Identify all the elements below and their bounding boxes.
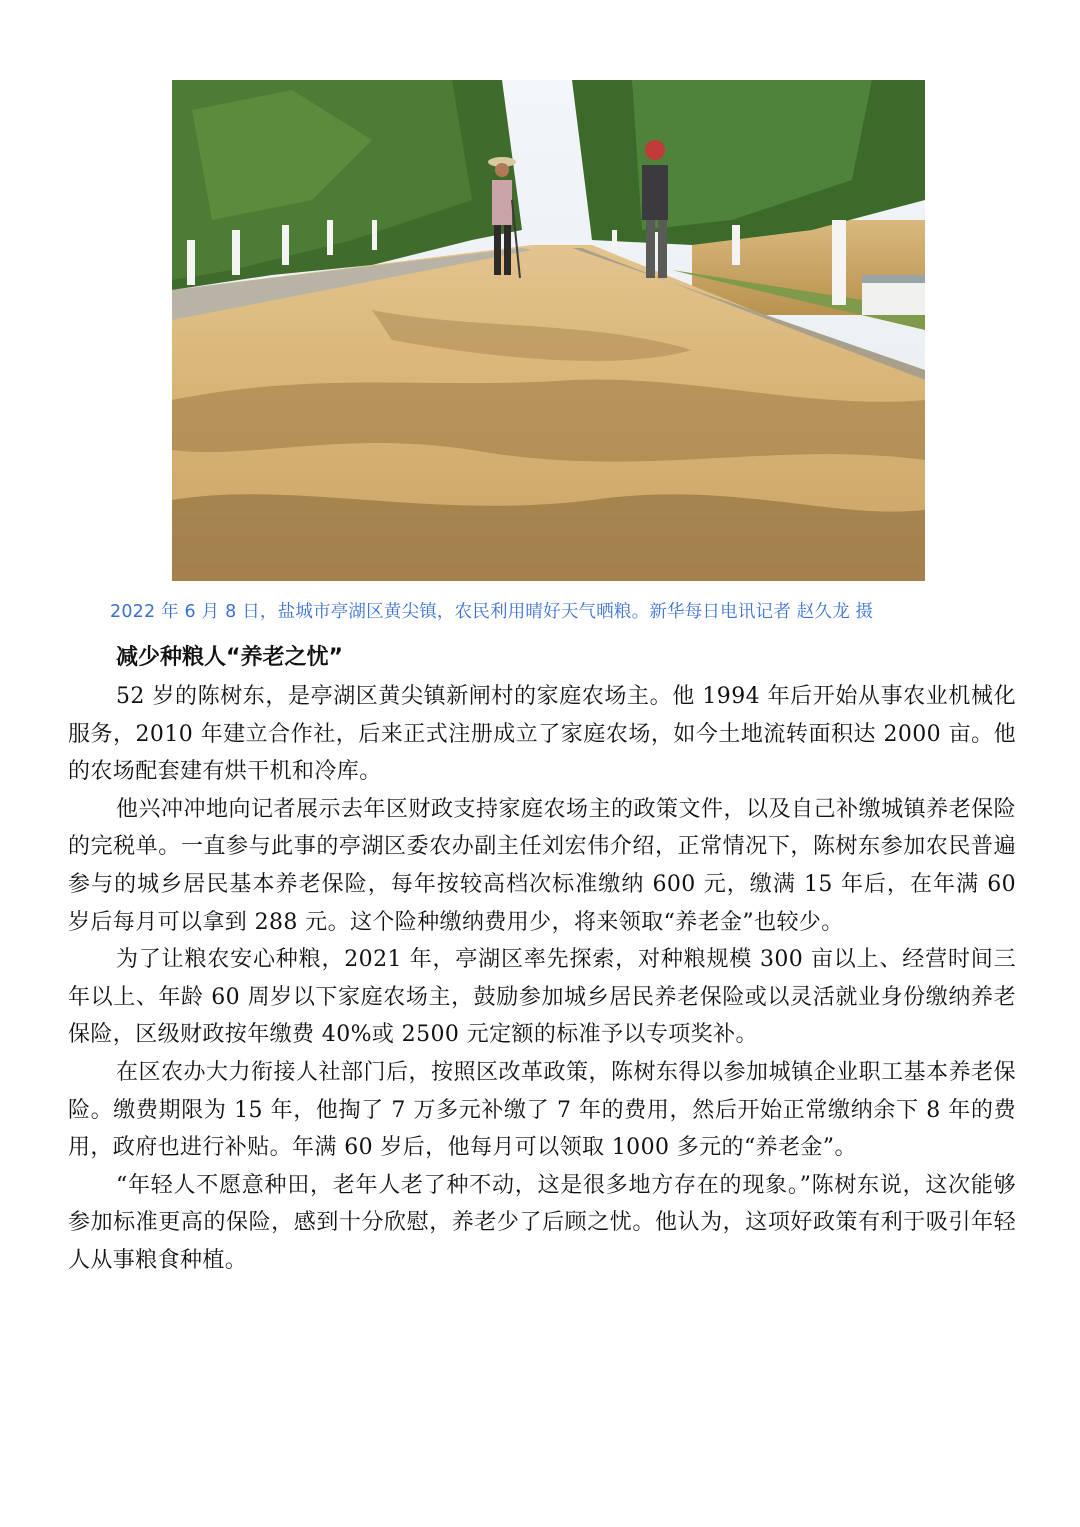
paragraph: “年轻人不愿意种田，老年人老了种不动，这是很多地方存在的现象。”陈树东说，这次能够参加标准更高的保险，感到十分欣慰，养老少了后顾之忧。他认为，这项好政策有利于吸引年轻人从事粮食种植。 bbox=[68, 1172, 1016, 1273]
paragraph: 为了让粮农安心种粮，2021 年，亭湖区率先探索，对种粮规模 300 亩以上、经营时间三年以上、年龄 60 周岁以下家庭农场主，鼓励参加城乡居民养老保险或以灵活就业身份缴纳养老保险，区级财政按年缴费 40%或 2500 元定额的标准予以专项奖补。 bbox=[68, 947, 1016, 1048]
grain-drying-photo bbox=[172, 80, 925, 581]
section-heading: 减少种粮人“养老之忧” bbox=[116, 645, 343, 670]
paragraph: 在区农办大力衔接人社部门后，按照区改革政策，陈树东得以参加城镇企业职工基本养老保险。缴费期限为 15 年，他掏了 7 万多元补缴了 7 年的费用，然后开始正常缴纳余下 8 年的费用，政府也进行补贴。年满 60 岁后，他每月可以领取 1000 多元的“养老金”。 bbox=[68, 1059, 1016, 1161]
article-body bbox=[68, 678, 1016, 1280]
paragraph: 52 岁的陈树东，是亭湖区黄尖镇新闸村的家庭农场主。他 1994 年后开始从事农业机械化服务，2010 年建立合作社，后来正式注册成立了家庭农场，如今土地流转面积达 2000 亩。他的农场配套建有烘干机和冷库。 bbox=[68, 684, 1016, 785]
photo-caption: 2022 年 6 月 8 日，盐城市亭湖区黄尖镇，农民利用晴好天气晒粮。新华每日电讯记者 赵久龙 摄 bbox=[110, 602, 874, 622]
paragraph: 他兴冲冲地向记者展示去年区财政支持家庭农场主的政策文件，以及自己补缴城镇养老保险的完税单。一直参与此事的亭湖区委农办副主任刘宏伟介绍，正常情况下，陈树东参加农民普遍参与的城乡居民基本养老保险，每年按较高档次标准缴纳 600 元，缴满 15 年后，在年满 60 岁后每月可以拿到 288 元。这个险种缴纳费用少，将来领取“养老金”也较少。 bbox=[68, 796, 1016, 935]
